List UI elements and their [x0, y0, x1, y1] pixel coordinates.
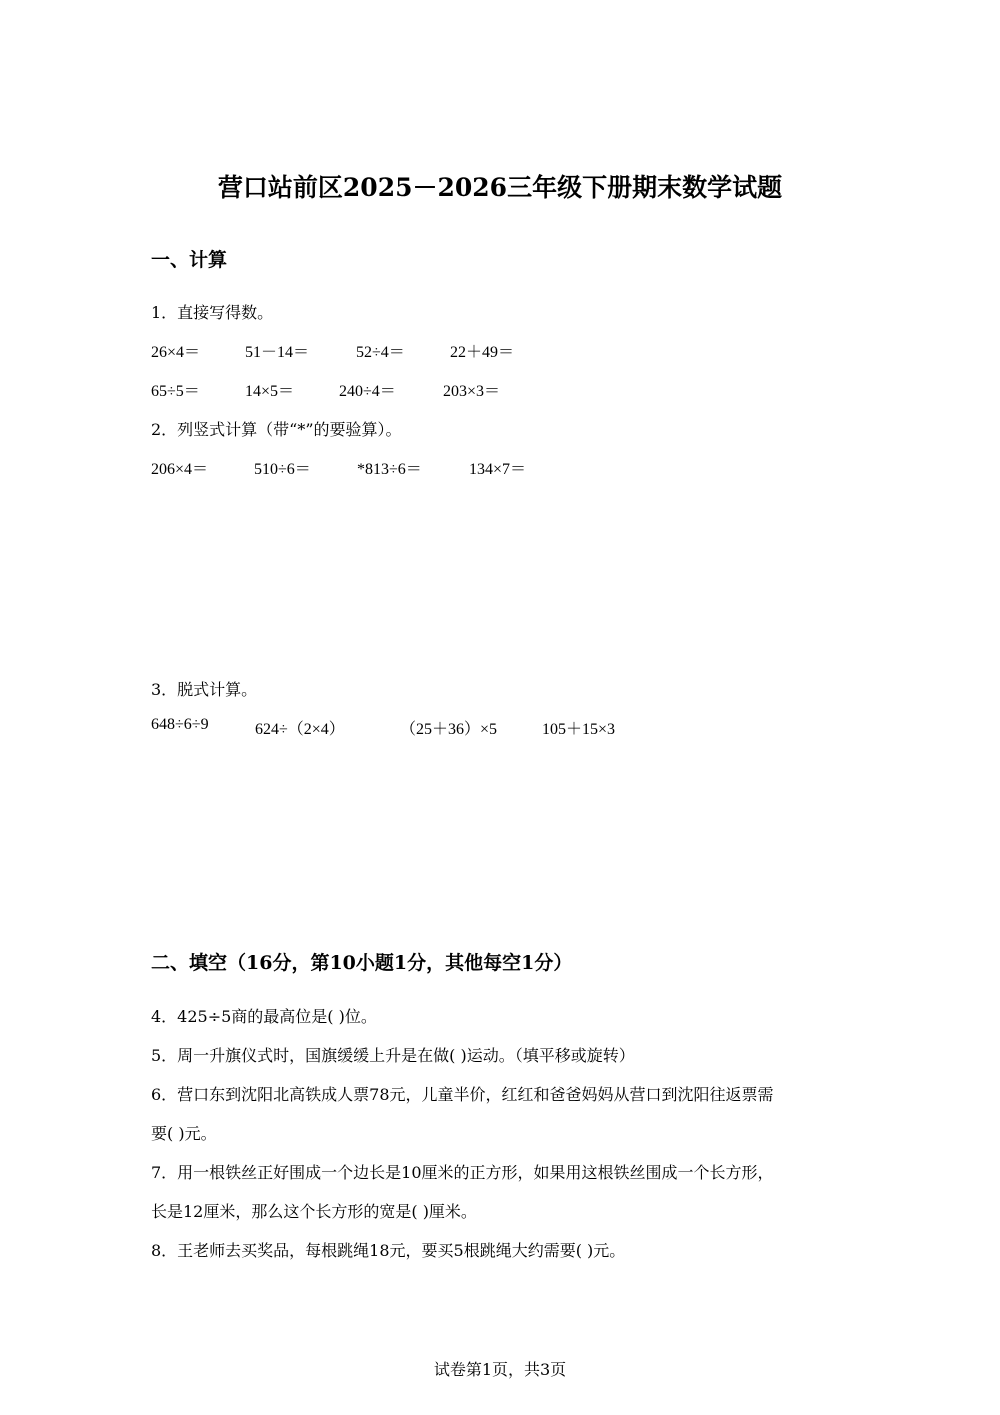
q2-expression: *813÷6＝	[357, 461, 422, 478]
q1-expression: 22＋49＝	[450, 344, 515, 361]
question-8: 8．王老师去买奖品，每根跳绳18元，要买5根跳绳大约需要( )元。	[151, 1241, 626, 1260]
q3-expression: 648÷6÷9	[151, 716, 209, 733]
question-5: 5．周一升旗仪式时，国旗缓缓上升是在做( )运动。（填平移或旋转）	[151, 1046, 635, 1065]
section-1-heading: 一、计算	[151, 249, 228, 271]
question-4: 4．425÷5商的最高位是( )位。	[151, 1007, 377, 1026]
section-2-heading: 二、填空（16分，第10小题1分，其他每空1分）	[151, 952, 573, 974]
question-6-line-1: 6．营口东到沈阳北高铁成人票78元，儿童半价，红红和爸爸妈妈从营口到沈阳往返票需	[151, 1085, 774, 1104]
page-title: 营口站前区2025－2026三年级下册期末数学试题	[217, 173, 783, 202]
question-3-label: 3．脱式计算。	[151, 680, 258, 699]
question-1-label: 1．直接写得数。	[151, 303, 274, 322]
q2-expression: 510÷6＝	[254, 461, 311, 478]
q1-expression: 51－14＝	[245, 344, 310, 361]
question-6-line-2: 要( )元。	[151, 1124, 217, 1143]
q1-expression: 52÷4＝	[356, 344, 405, 361]
q2-expression: 134×7＝	[469, 461, 527, 478]
q1-expression: 14×5＝	[245, 383, 295, 400]
q1-expression: 240÷4＝	[339, 383, 396, 400]
q3-expression: 624÷（2×4）	[255, 721, 345, 738]
q1-expression: 65÷5＝	[151, 383, 200, 400]
question-2-label: 2．列竖式计算（带“*”的要验算）。	[151, 420, 402, 439]
q1-expression: 26×4＝	[151, 344, 201, 361]
q3-expression: （25＋36）×5	[400, 721, 498, 738]
question-7-line-2: 长是12厘米，那么这个长方形的宽是( )厘米。	[151, 1202, 477, 1221]
question-7-line-1: 7．用一根铁丝正好围成一个边长是10厘米的正方形，如果用这根铁丝围成一个长方形，	[151, 1163, 774, 1182]
q2-expression: 206×4＝	[151, 461, 209, 478]
q1-expression: 203×3＝	[443, 383, 501, 400]
page-footer: 试卷第1页，共3页	[433, 1360, 567, 1379]
q3-expression: 105＋15×3	[542, 721, 616, 738]
